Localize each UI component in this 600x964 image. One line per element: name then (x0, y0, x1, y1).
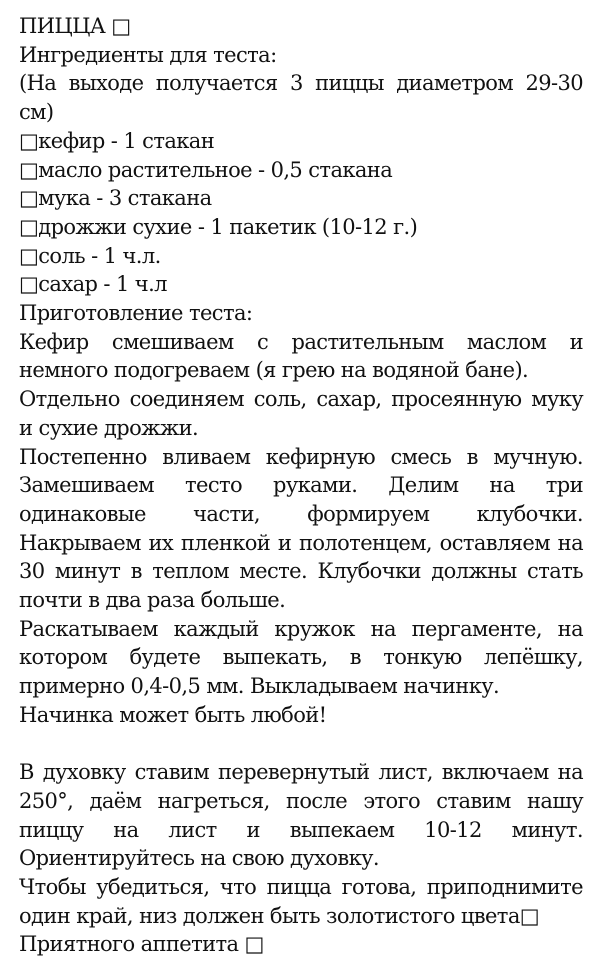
preparation-step: Раскатываем каждый кружок на пергаменте, на котором будете выпекать, в тонкую лепёшку, примерно 0,4-0,5 мм. Выкладываем начинку. (19, 616, 583, 699)
ingredient-item: □кефир - 1 стакан (19, 128, 215, 153)
blank-line (19, 730, 583, 759)
baking-step: В духовку ставим перевернутый лист, включаем на 250°, даём нагреться, после этого ставим нашу пиццу на лист и выпекаем 10-12 минут. Ориентируйтесь на свою духовку. (19, 760, 583, 871)
ingredient-item: □дрожжи сухие - 1 пакетик (10-12 г.) (19, 214, 418, 239)
closing-line: Приятного аппетита □ (19, 932, 264, 957)
preparation-step: Постепенно вливаем кефирную смесь в мучную. Замешиваем тесто руками. Делим на три одинаковые части, формируем клубочки. Накрываем их пленкой и полотенцем, оставляем на 30 минут в теплом месте. Клубочки должны стать почти в два раза больше. (19, 444, 583, 613)
ingredient-item: □мука - 3 стакана (19, 186, 212, 211)
dough-ingredients-heading: Ингредиенты для теста: (19, 42, 277, 67)
recipe-title: ПИЦЦА □ (19, 14, 131, 38)
dough-preparation-heading: Приготовление теста: (19, 301, 253, 326)
yield-note: (На выходе получается 3 пиццы диаметром 29-30 см) (19, 71, 583, 125)
ingredient-item: □соль - 1 ч.л. (19, 243, 161, 268)
preparation-step: Отдельно соединяем соль, сахар, просеянную муку и сухие дрожжи. (19, 387, 583, 440)
doneness-check: Чтобы убедиться, что пицца готова, приподнимите один край, низ должен быть золотистого цвета□ (19, 875, 583, 928)
ingredient-item: □масло растительное - 0,5 стакана (19, 157, 393, 182)
ingredient-item: □сахар - 1 ч.л (19, 272, 167, 297)
filling-note: Начинка может быть любой! (19, 702, 327, 727)
preparation-step: Кефир смешиваем с растительным маслом и немного подогреваем (я грею на водяной бане). (19, 329, 583, 383)
